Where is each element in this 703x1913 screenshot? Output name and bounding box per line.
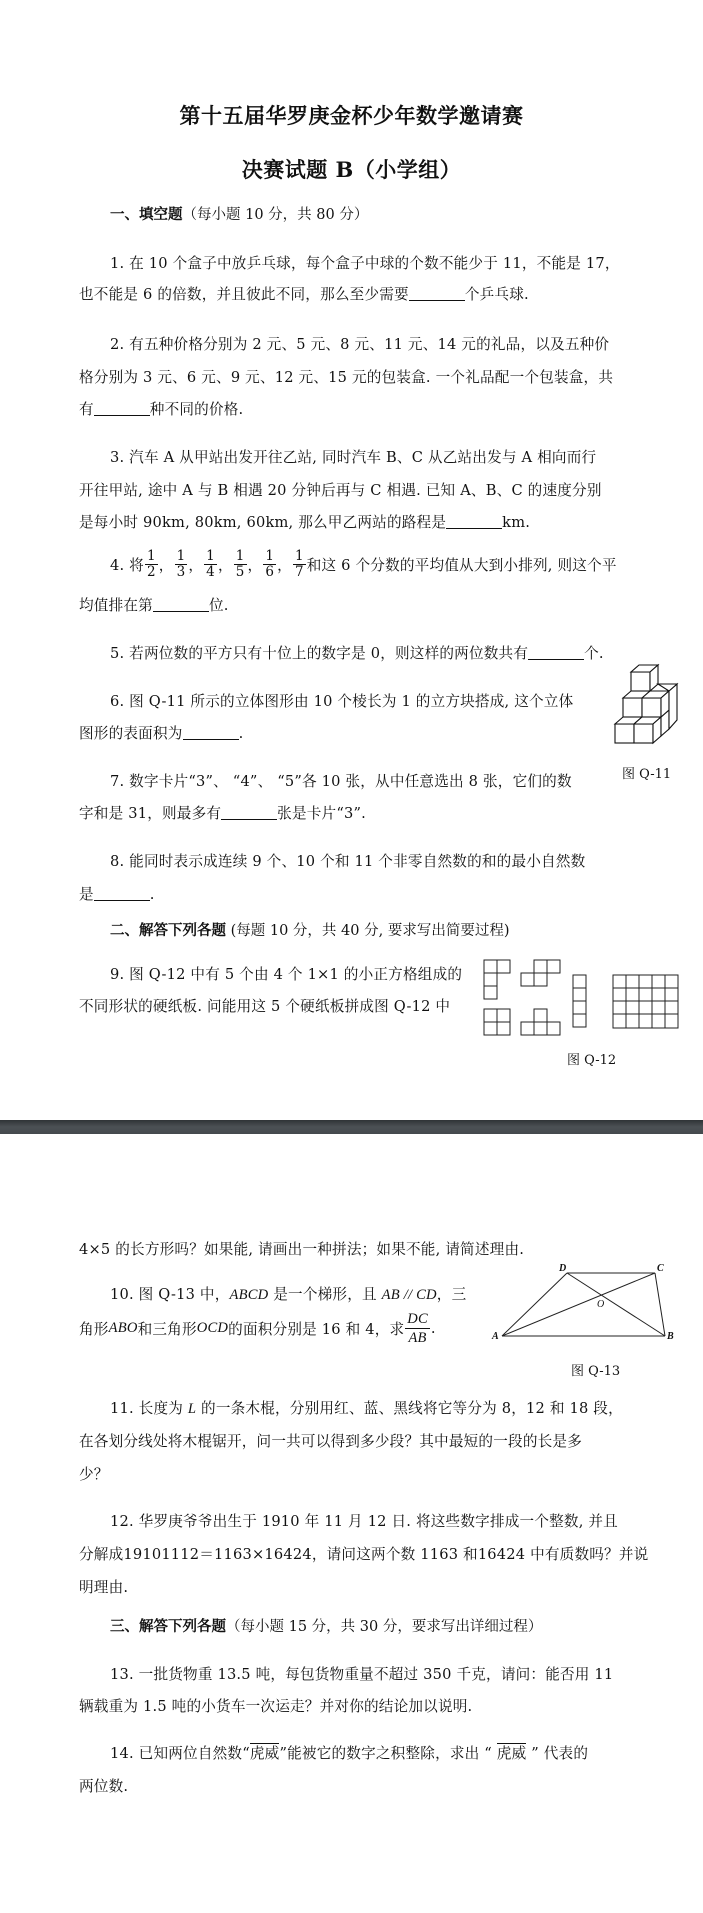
overlined-digits: 虎威 — [496, 1745, 527, 1762]
section-heading-3: 三、解答下列各题（每小题 15 分，共 30 分，要求写出详细过程） — [110, 1619, 543, 1635]
section-heading-1: 一、填空题（每小题 10 分，共 80 分） — [110, 207, 369, 223]
answer-blank[interactable] — [409, 286, 465, 301]
answer-blank[interactable] — [94, 401, 150, 416]
fraction: $\frac{1}{4}$ — [206, 548, 215, 580]
answer-blank[interactable] — [183, 725, 239, 740]
fraction: $\frac{1}{6}$ — [265, 548, 275, 580]
overlined-digits: 虎威 — [249, 1745, 280, 1762]
fraction: $\frac{1}{7}$ — [294, 548, 304, 580]
vertex-label-c: C — [657, 1263, 664, 1274]
vertex-label-d: D — [559, 1263, 567, 1274]
answer-blank[interactable] — [221, 805, 277, 820]
vertex-label-a: A — [492, 1331, 499, 1342]
answer-blank[interactable] — [153, 597, 209, 612]
fraction: $\frac{1}{5}$ — [235, 548, 245, 580]
fraction: $\frac{DC}{AB}$ — [407, 1311, 428, 1346]
fraction: $\frac{1}{3}$ — [176, 548, 186, 580]
exam-subtitle: 决赛试题 B（小学组） — [241, 157, 462, 182]
figure-caption: 图 Q-12 — [567, 1053, 617, 1068]
exam-title: 第十五届华罗庚金杯少年数学邀请赛 — [179, 103, 524, 128]
trapezoid-figure — [490, 1265, 680, 1340]
exam-page-2: 4×5 的长方形吗？如果能, 请画出一种拼法；如果不能, 请简述理由. 10. 图 Q-13 中，ABCD 是一个梯形，且 AB // CD，三 角形 ABO 和三角形 OCD 的面积分别是 16 和 4，求 $\frac{DC}{AB}$ . A B C D O 图 Q-13 11. 长度为 L 的一条木棍，分别用红、蓝、黑线将它等分为 8，12 和 18 段， 在各划分线处将木棍锯开，问一共可以得到多少段？其中最短的一段的长是多 少？ 12. 华罗庚爷爷出生于 1910 年 11 月 12 日. 将这些数字排成一个整数, 并且 分解成19101112＝1163×16424，请问这两个数 1163 和16424 中有质数吗？并说 明理由. 三、解答下列各题（每小题 15 分，共 30 分，要求写出详细过程） 13. 一批货物重 13.5 吨，每包货物重量不超过 350 千克，请问：能否用 11 辆载重为 1.5 吨的小货车一次运走？并对你的结论加以说明. 14. 已知两位自然数“虎威”能被它的数字之积整除，求出 “ 虎威 ” 代表的 两位数. — [0, 1134, 703, 1913]
question-9-continued: 4×5 的长方形吗？如果能, 请画出一种拼法；如果不能, 请简述理由. — [79, 1241, 525, 1258]
answer-blank[interactable] — [528, 645, 584, 660]
answer-blank[interactable] — [446, 514, 502, 529]
vertex-label-b: B — [667, 1331, 674, 1342]
section-heading-2: 二、解答下列各题 (每题 10 分，共 40 分, 要求写出简要过程) — [110, 923, 510, 939]
answer-blank[interactable] — [94, 886, 150, 901]
vertex-label-o: O — [597, 1299, 605, 1310]
tetromino-figure — [483, 960, 688, 1035]
exam-page-1: 第十五届华罗庚金杯少年数学邀请赛 决赛试题 B（小学组） 一、填空题（每小题 10 分，共 80 分） 1. 在 10 个盒子中放乒乓球，每个盒子中球的个数不能少于 11，不能是 17， 也不能是 6 的倍数，并且彼此不同，那么至少需要 个乒乓球. 2. 有五种价格分别为 2 元、5 元、8 元、11 元、14 元的礼品，以及五种价 格分别为 3 元、6 元、9 元、12 元、15 元的包装盒. 一个礼品配一个包装盒，共 有 种不同的价格. 3. 汽车 A 从甲站出发开往乙站, 同时汽车 B、C 从乙站出发与 A 相向而行 开往甲站, 途中 A 与 B 相遇 20 分钟后再与 C 相遇. 已知 A、B、C 的速度分别 是每小时 90km, 80km, 60km, 那么甲乙两站的路程是 km. 4. 将 $\frac{1}{2}$ ， $\frac{1}{3}$ ， $\frac{1}{4}$ ， $\frac{1}{5}$ ， $\frac{1}{6}$ ， $\frac{1}{7}$ 和这 6 个分数的平均值从大到小排列, 则这个平 均值排在第 位. 5. 若两位数的平方只有十位上的数字是 0，则这样的两位数共有 个. 6. 图 Q-11 所示的立体图形由 10 个棱长为 1 的立方块搭成, 这个立体 图形的表面积为 . 图 Q-11 7. 数字卡片“3”、 “4”、 “5”各 10 张，从中任意选出 8 张，它们的数 字和是 31，则最多有 张是卡片“3”. 8. 能同时表示成连续 9 个、10 个和 11 个非零自然数的和的最小自然数 是 . 二、解答下列各题 (每题 10 分，共 40 分, 要求写出简要过程) 9. 图 Q-12 中有 5 个由 4 个 1×1 的小正方格组成的 不同形状的硬纸板. 问能用这 5 个硬纸板拼成图 Q-12 中 图 Q-12 — [0, 0, 703, 1120]
figure-caption: 图 Q-11 — [622, 767, 672, 782]
cube-stack-figure — [612, 660, 692, 750]
figure-caption: 图 Q-13 — [571, 1364, 621, 1379]
page-break-bar — [0, 1120, 703, 1134]
fraction: $\frac{1}{2}$ — [146, 548, 156, 580]
